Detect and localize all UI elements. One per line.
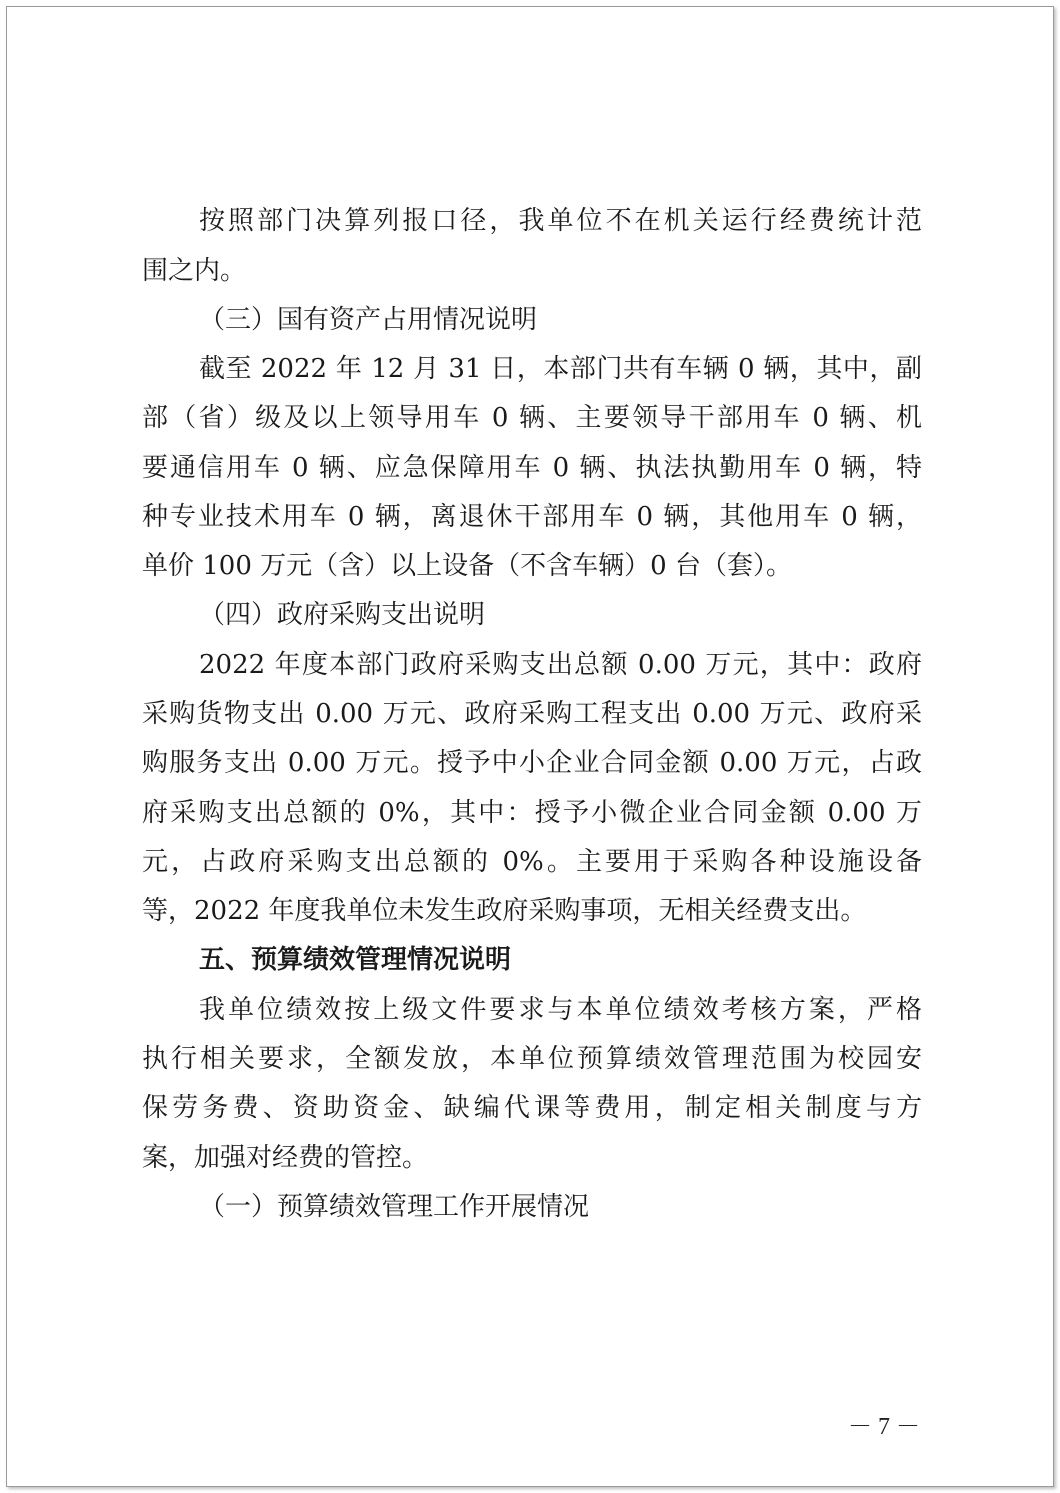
section-heading: （四）政府采购支出说明 bbox=[199, 600, 486, 630]
section-heading: （三）国有资产占用情况说明 bbox=[199, 305, 538, 335]
paragraph-line: 保劳务费、资助资金、缺编代课等费用，制定相关制度与方 bbox=[142, 1093, 922, 1123]
paragraph-line: 单价 100 万元（含）以上设备（不含车辆）0 台（套）。 bbox=[142, 551, 792, 581]
paragraph-line: 截至 2022 年 12 月 31 日，本部门共有车辆 0 辆，其中，副 bbox=[199, 354, 922, 384]
paragraph-line: 元，占政府采购支出总额的 0%。主要用于采购各种设施设备 bbox=[142, 847, 922, 877]
paragraph-line: 等，2022 年度我单位未发生政府采购事项，无相关经费支出。 bbox=[142, 896, 867, 926]
paragraph-line: 购服务支出 0.00 万元。授予中小企业合同金额 0.00 万元，占政 bbox=[142, 748, 922, 778]
chapter-heading: 五、预算绩效管理情况说明 bbox=[199, 945, 512, 975]
paragraph-line: 采购货物支出 0.00 万元、政府采购工程支出 0.00 万元、政府采 bbox=[142, 699, 922, 729]
paragraph-line: 部（省）级及以上领导用车 0 辆、主要领导干部用车 0 辆、机 bbox=[142, 403, 922, 433]
page-number: － 7 － bbox=[848, 1414, 920, 1440]
section-heading: （一）预算绩效管理工作开展情况 bbox=[199, 1192, 590, 1222]
paragraph-line: 执行相关要求，全额发放，本单位预算绩效管理范围为校园安 bbox=[142, 1044, 922, 1074]
paragraph-line: 按照部门决算列报口径，我单位不在机关运行经费统计范 bbox=[199, 206, 922, 236]
paragraph-line: 种专业技术用车 0 辆，离退休干部用车 0 辆，其他用车 0 辆， bbox=[142, 502, 922, 532]
paragraph-line: 2022 年度本部门政府采购支出总额 0.00 万元，其中：政府 bbox=[199, 650, 922, 680]
paragraph-line: 要通信用车 0 辆、应急保障用车 0 辆、执法执勤用车 0 辆，特 bbox=[142, 453, 922, 483]
paragraph-line: 府采购支出总额的 0%，其中：授予小微企业合同金额 0.00 万 bbox=[142, 798, 922, 828]
paragraph-line: 我单位绩效按上级文件要求与本单位绩效考核方案，严格 bbox=[199, 995, 922, 1025]
paragraph-line: 围之内。 bbox=[142, 256, 247, 286]
paragraph-line: 案，加强对经费的管控。 bbox=[142, 1143, 429, 1173]
